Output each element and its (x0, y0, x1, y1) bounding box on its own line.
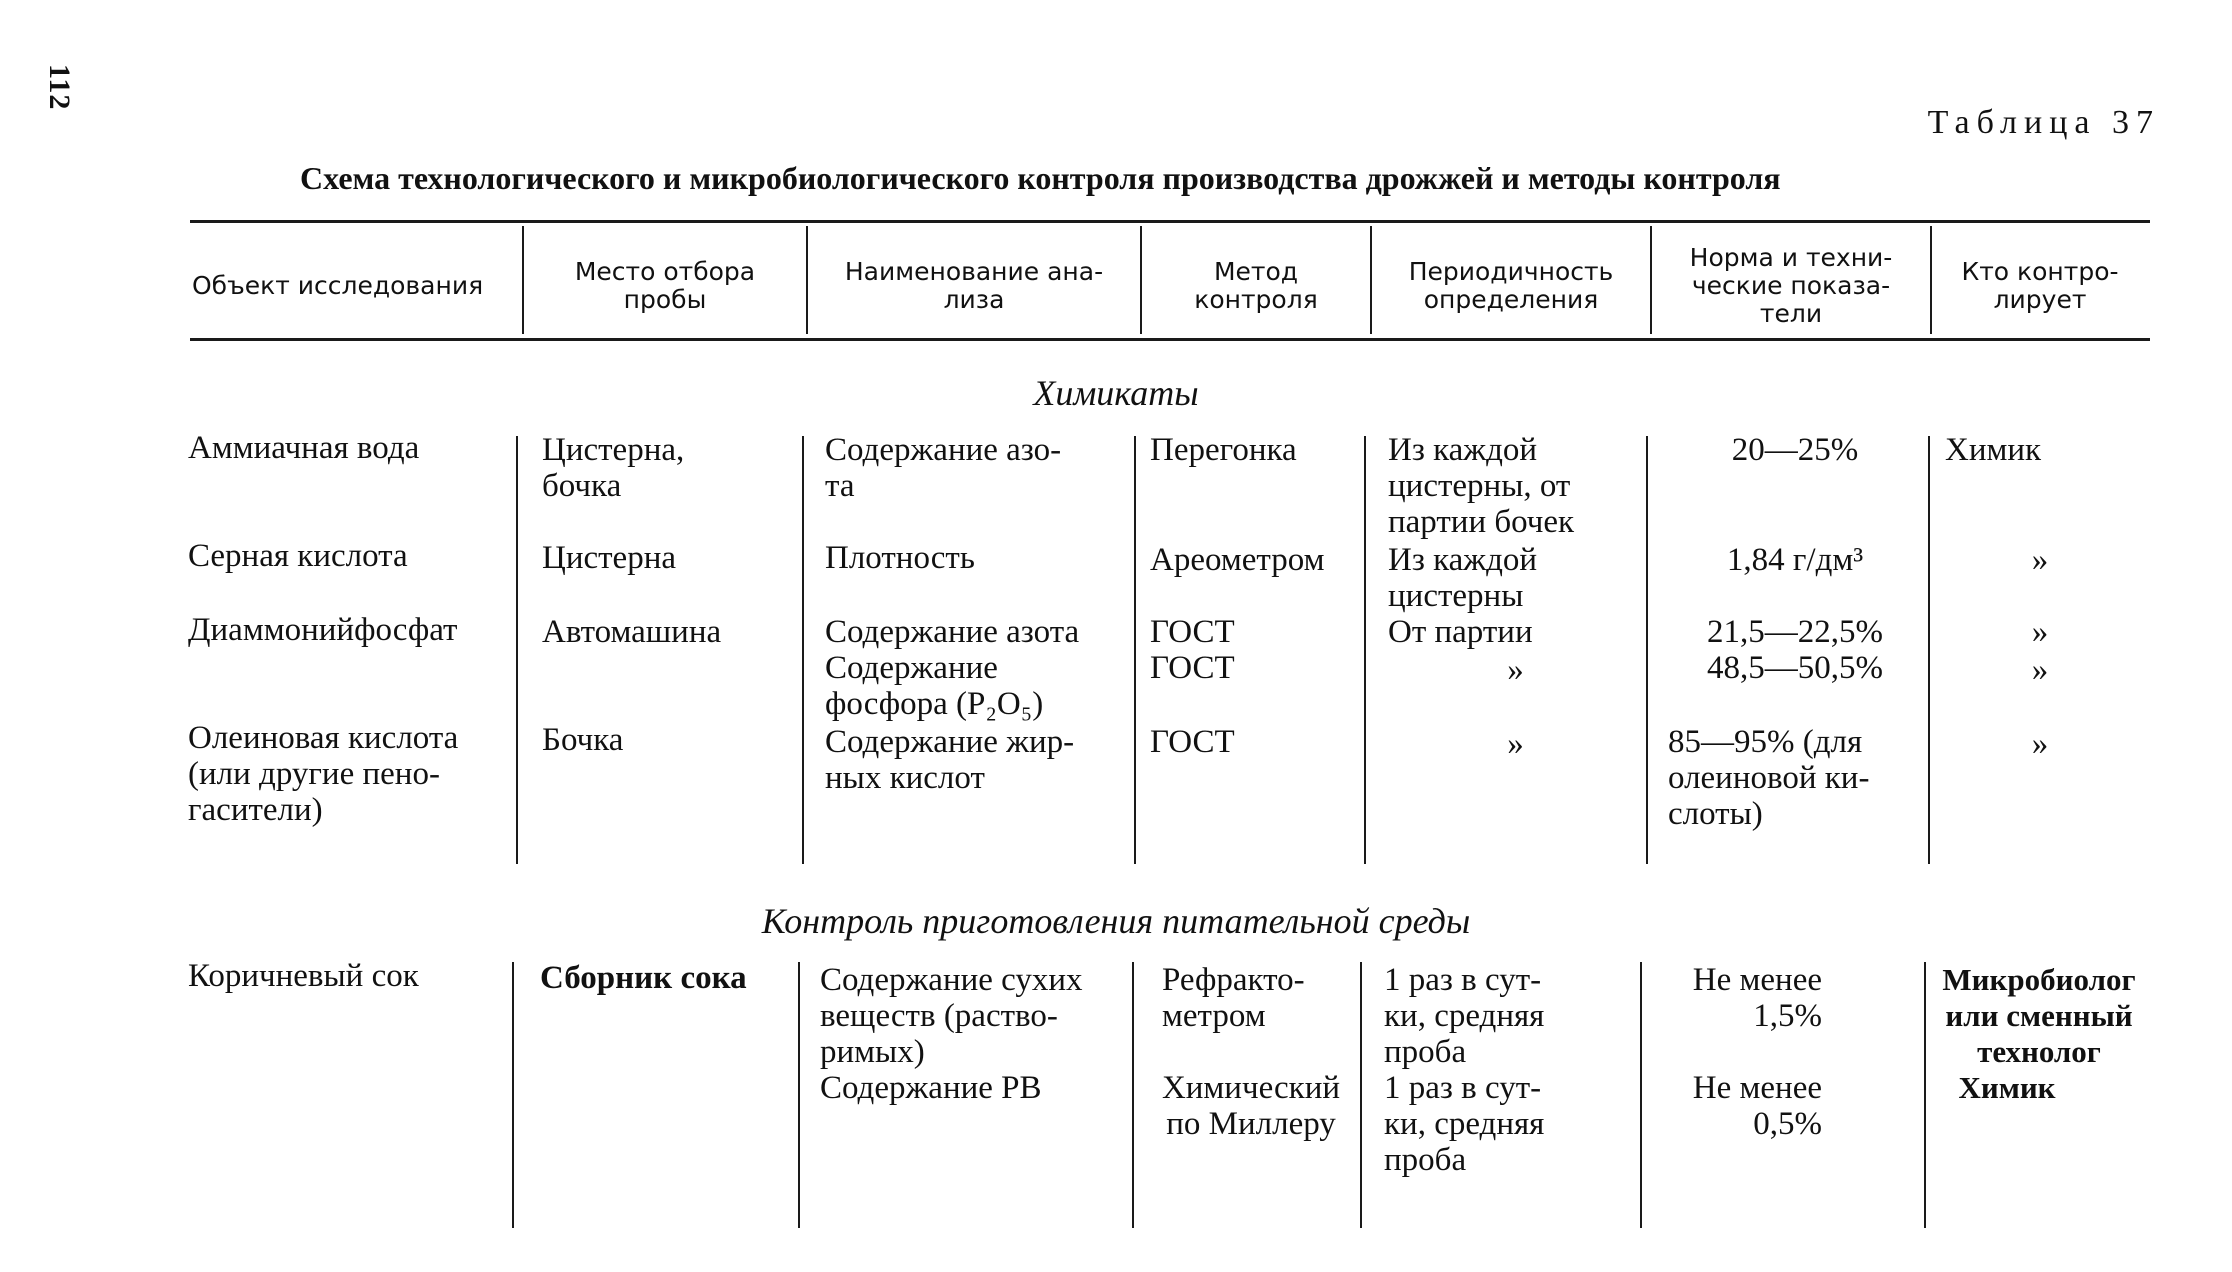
cell-norm: 1,84 г/дм³ (1726, 542, 1864, 578)
cell-who: Химик (1945, 432, 2042, 468)
header-object: Объект исследования (192, 271, 484, 300)
section-title: Контроль приготовления питательной среды (761, 901, 1471, 941)
column-divider (1924, 962, 1926, 1228)
cell-who: » (2031, 614, 2049, 650)
cell-method: ГОСТ (1150, 724, 1235, 760)
cell-method: Перегонка (1150, 432, 1297, 468)
cell-norm: 48,5—50,5% (1707, 650, 1883, 686)
cell-object: Олеиновая кислота (или другие пено- гасители) (188, 720, 459, 828)
cell-who: Химик (1958, 1070, 2056, 1105)
page-number: 112 (43, 64, 76, 111)
header-divider (522, 226, 524, 334)
cell-periodicity: 1 раз в сут- ки, средняя проба (1384, 962, 1545, 1070)
cell-place: Автомашина (542, 614, 722, 650)
cell-who: Микробиолог или сменный технолог (1942, 962, 2136, 1069)
cell-place: Сборник сока (540, 960, 747, 996)
cell-method: ГОСТ (1150, 614, 1235, 650)
cell-norm: Не менее 0,5% (1692, 1070, 1822, 1142)
header-divider (1650, 226, 1652, 334)
table-title: Схема технологического и микробиологического контроля производства дрожжей и методы контроля (300, 160, 1781, 196)
column-divider (1132, 962, 1134, 1228)
header-who: Кто контро- лирует (1961, 257, 2119, 314)
cell-object: Аммиачная вода (188, 430, 420, 466)
cell-method: Рефракто- метром (1162, 962, 1305, 1034)
column-divider (798, 962, 800, 1228)
header-divider (1140, 226, 1142, 334)
cell-periodicity: От партии (1388, 614, 1533, 650)
section-title: Химикаты (1033, 373, 1199, 413)
cell-analysis: Содержание азо- та (825, 432, 1062, 504)
cell-object: Серная кислота (188, 538, 408, 574)
cell-who: » (2031, 726, 2049, 762)
cell-norm: 21,5—22,5% (1707, 614, 1883, 650)
cell-who: » (2031, 542, 2049, 578)
header-divider (806, 226, 808, 334)
table-top-rule (190, 220, 2150, 223)
header-bottom-rule (190, 338, 2150, 341)
header-periodicity: Периодичность определения (1408, 257, 1614, 314)
cell-who: » (2031, 652, 2049, 688)
header-norm: Норма и техни- ческие показа- тели (1689, 243, 1893, 328)
cell-place: Цистерна, бочка (542, 432, 685, 504)
cell-norm: 20—25% (1731, 432, 1859, 468)
cell-analysis: Содержание РВ (820, 1070, 1042, 1106)
column-divider (1646, 436, 1648, 864)
cell-method: Химический по Миллеру (1161, 1070, 1341, 1142)
cell-periodicity: Из каждой цистерны (1388, 542, 1538, 614)
cell-norm: 85—95% (для олеиновой ки- слоты) (1668, 724, 1870, 832)
cell-norm: Не менее 1,5% (1692, 962, 1822, 1034)
cell-place: Бочка (542, 722, 624, 758)
cell-method: Ареометром (1150, 542, 1325, 578)
cell-analysis: Плотность (825, 540, 975, 576)
cell-analysis: Содержание жир- ных кислот (825, 724, 1075, 796)
cell-periodicity: » (1507, 726, 1524, 762)
cell-object: Диаммонийфосфат (188, 612, 458, 648)
cell-analysis: Содержание фосфора (P₂O₅) (825, 650, 1044, 722)
header-place: Место отбора пробы (574, 257, 756, 314)
header-analysis: Наименование ана- лиза (844, 257, 1104, 314)
table-label: Таблица 37 (1927, 104, 2160, 141)
cell-object: Коричневый сок (188, 958, 419, 994)
header-divider (1930, 226, 1932, 334)
cell-periodicity: » (1507, 652, 1524, 688)
column-divider (802, 436, 804, 864)
header-divider (1370, 226, 1372, 334)
column-divider (512, 962, 514, 1228)
cell-periodicity: 1 раз в сут- ки, средняя проба (1384, 1070, 1545, 1178)
column-divider (1640, 962, 1642, 1228)
cell-periodicity: Из каждой цистерны, от партии бочек (1388, 432, 1575, 540)
cell-method: ГОСТ (1150, 650, 1235, 686)
cell-analysis: Содержание азота (825, 614, 1080, 650)
header-method: Метод контроля (1194, 257, 1318, 314)
cell-analysis: Содержание сухих веществ (раство- римых) (820, 962, 1083, 1070)
column-divider (1364, 436, 1366, 864)
cell-place: Цистерна (542, 540, 677, 576)
